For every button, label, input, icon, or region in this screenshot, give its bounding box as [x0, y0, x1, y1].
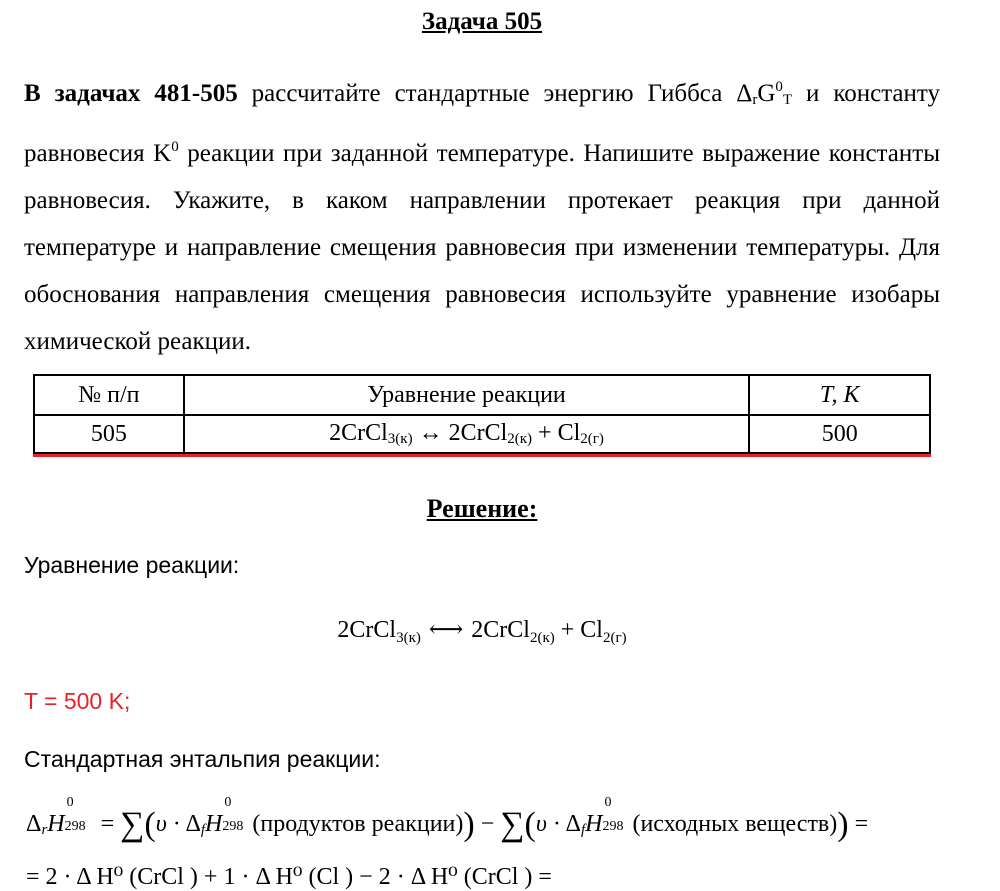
- table-header: Уравнение реакции: [184, 375, 750, 415]
- double-arrow-icon: ⟷: [428, 617, 464, 643]
- reaction-label: Уравнение реакции:: [24, 552, 240, 578]
- problem-text: В задачах 481-505 рассчитайте стандартные энергию Гиббса $\Delta_rG^0_T$ и константу равновесия $K^0$ реакции при заданной температуре. Напишите выражение константы равновесия. Укажите, в каком направлении протекает реакция при данной температуре и направление смещения равновесия при изменении температуры. Для обоснования направления смещения равновесия используйте уравнение изобары химической реакции.: [24, 79, 940, 355]
- table-header-row: [34, 375, 930, 415]
- table-cell-number: 505: [34, 415, 184, 453]
- enthalpy-label: Стандартная энтальпия реакции:: [24, 746, 381, 772]
- table-header: T, K: [749, 375, 930, 415]
- table-cell-equation: 2CrCl$_{3(к)}$ ↔ 2CrCl$_{2(к)}$ + $Cl_{2(г)}$: [184, 415, 750, 453]
- solution-heading: Решение:: [426, 494, 538, 523]
- problem-range: В задачах 481-505: [24, 80, 238, 107]
- problem-title: Задача 505: [421, 8, 543, 35]
- temperature-line: T = 500 K;: [24, 688, 131, 714]
- enthalpy-formula-continued: = 2 · Δ H⁰ (CrCl ) + 1 · Δ H⁰ (Cl ) − 2 · Δ H⁰ (CrCl ) =: [26, 864, 552, 890]
- table-row: [34, 415, 930, 453]
- table-header: № п/п: [34, 375, 184, 415]
- red-underline: [33, 454, 931, 457]
- enthalpy-formula: $\Delta_rH$ 0 298 = $\sum(\upsilon \cdot \Delta_fH$ 0 298 (продуктов реакции)) − $\sum(\upsilon \cdot \Delta_fH$ 0 298 (исходных веществ)) =: [26, 795, 869, 843]
- reaction-equation: 2CrCl$_{3(к)}$ ⟷ 2CrCl$_{2(к)}$ + $Cl_{2(г)}$: [337, 617, 627, 646]
- reaction-table: [33, 374, 931, 454]
- table-cell-temperature: 500: [749, 415, 930, 453]
